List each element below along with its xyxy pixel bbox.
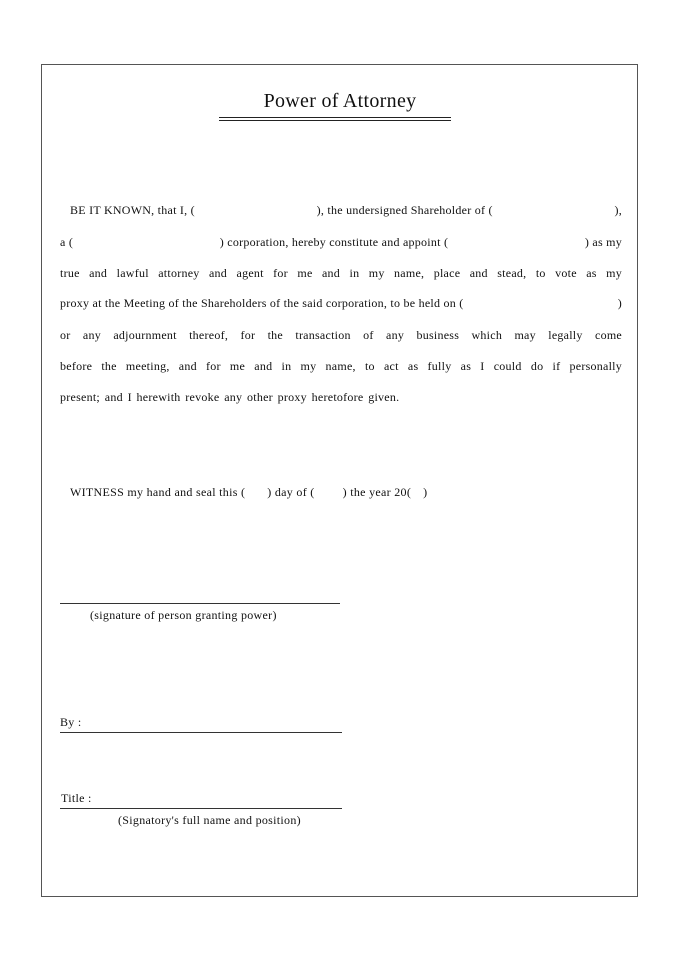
body-line-7: present; and I herewith revoke any other proxy heretofore given. (60, 390, 400, 404)
body-line-4 (60, 296, 622, 311)
body-line-6: before the meeting, and for me and in my name, to act as fully as I could do if personally (60, 359, 622, 373)
witness-line (70, 485, 427, 500)
text: a ( (60, 235, 74, 249)
text: BE IT KNOWN, that I, ( (70, 203, 195, 217)
body-line-5: or any adjournment thereof, for the transaction of any business which may legally come (60, 328, 622, 342)
text: proxy at the Meeting of the Shareholders of the said corporation, to be held on ( (60, 296, 464, 310)
signature-caption: (signature of person granting power) (90, 608, 277, 622)
text: ), (614, 203, 622, 217)
text: ) (617, 296, 622, 310)
by-label: By : (60, 715, 82, 729)
blank-jurisdiction[interactable] (96, 235, 196, 250)
text: ) (423, 485, 428, 499)
signatory-caption: (Signatory's full name and position) (118, 813, 301, 827)
body-line-3: true and lawful attorney and agent for me and in my name, place and stead, to vote as my (60, 266, 622, 280)
text: ) day of ( (267, 485, 315, 499)
body-line-2 (60, 235, 622, 250)
title-line[interactable] (60, 808, 342, 809)
by-line[interactable] (60, 732, 342, 733)
document-border (41, 64, 638, 897)
blank-company-name[interactable] (514, 203, 594, 218)
text: ) corporation, hereby constitute and appoint ( (219, 235, 449, 249)
body-line-1 (60, 203, 622, 218)
text: ), the undersigned Shareholder of ( (316, 203, 493, 217)
text: ) the year 20( (342, 485, 412, 499)
title-double-underline (219, 117, 451, 121)
text: ) as my (584, 235, 622, 249)
blank-attorney-name[interactable] (472, 235, 562, 250)
title-label: Title : (61, 791, 92, 805)
signature-line[interactable] (60, 603, 340, 604)
blank-grantor-name[interactable] (216, 203, 296, 218)
text: WITNESS my hand and seal this ( (70, 485, 246, 499)
document-title: Power of Attorney (263, 90, 417, 112)
blank-meeting-date[interactable] (511, 296, 571, 311)
